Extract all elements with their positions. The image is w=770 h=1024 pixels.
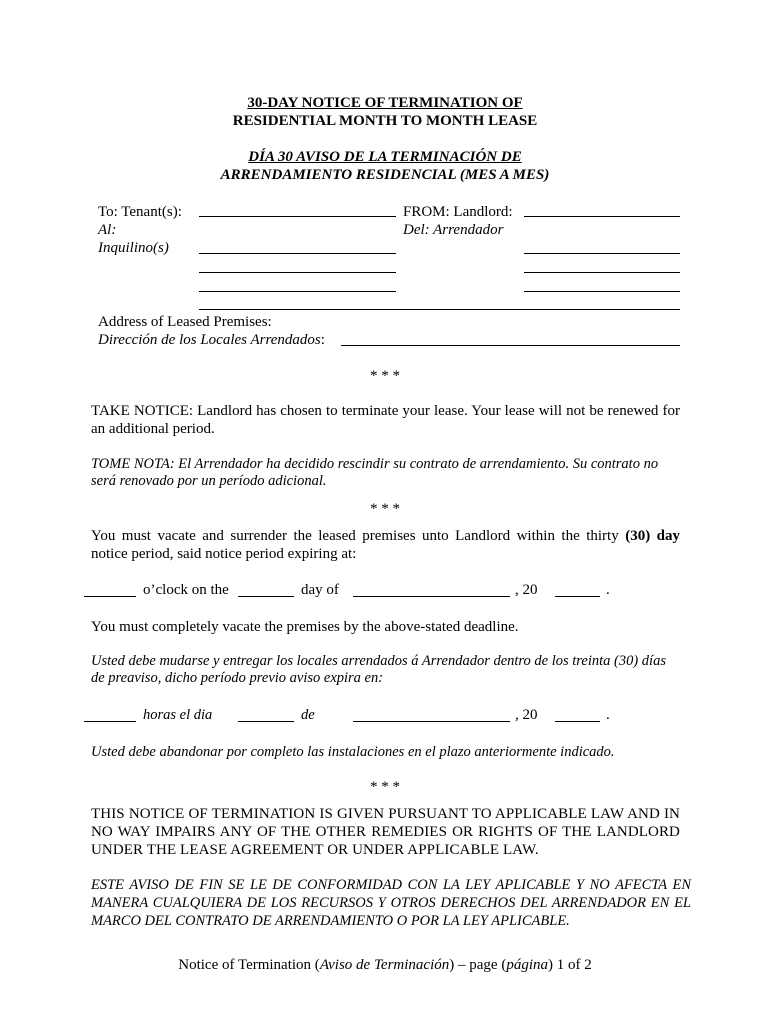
- day-line-es[interactable]: [238, 721, 294, 722]
- horas-label: horas el dia: [143, 707, 213, 723]
- tenant-name-line-3[interactable]: [199, 272, 396, 273]
- address-label: Address of Leased Premises:: [98, 314, 272, 330]
- page-footer: Notice of Termination (Aviso de Terminación) – page (página) 1 of 2: [178, 957, 592, 973]
- tenant-name-line-1[interactable]: [199, 216, 396, 217]
- year-prefix-es: , 20: [515, 707, 538, 723]
- tenant-name-line-4[interactable]: [199, 291, 396, 292]
- hour-line-es[interactable]: [84, 721, 136, 722]
- address-field-line[interactable]: [341, 345, 680, 346]
- del-label: Del: Arrendador: [403, 222, 504, 238]
- vacate-es: Usted debe mudarse y entregar los locales arrendados á Arrendador dentro de los treinta (30) días de preaviso, dicho período previo aviso expira en:: [91, 653, 666, 686]
- separator-2: * * *: [370, 501, 400, 517]
- al-label: Al:: [98, 222, 117, 238]
- period-en: .: [606, 582, 610, 598]
- inquilino-label: Inquilino(s): [98, 240, 169, 256]
- separator-3: * * *: [370, 779, 400, 795]
- day-of-label: day of: [301, 582, 339, 598]
- de-label: de: [301, 707, 315, 723]
- hour-line-en[interactable]: [84, 596, 136, 597]
- tenant-name-line-2[interactable]: [199, 253, 396, 254]
- oclock-label: o’clock on the: [143, 582, 229, 598]
- landlord-name-line-1[interactable]: [524, 216, 680, 217]
- landlord-name-line-2[interactable]: [524, 253, 680, 254]
- year-prefix-en: , 20: [515, 582, 538, 598]
- landlord-name-line-4[interactable]: [524, 291, 680, 292]
- notice-en: TAKE NOTICE: Landlord has chosen to terminate your lease. Your lease will not be renewed for an additional period.: [91, 403, 680, 437]
- title-es-line-2: ARRENDAMIENTO RESIDENCIAL (MES A MES): [220, 167, 550, 183]
- vacate-en: You must vacate and surrender the leased premises unto Landlord within the thirty (30) day notice period, said notice period expiring at:: [91, 528, 681, 562]
- month-line-en[interactable]: [353, 596, 510, 597]
- legal-es: ESTE AVISO DE FIN SE LE DE CONFORMIDAD CON LA LEY APLICABLE Y NO AFECTA EN MANERA CUALQUIERA DE LOS RECURSOS Y OTROS DERECHOS DEL ARRENDADOR EN EL MARCO DEL CONTRATO DE ARRENDAMIENTO O POR LA LEY APLICABLE.: [91, 877, 691, 929]
- landlord-name-line-3[interactable]: [524, 272, 680, 273]
- deadline-en: You must completely vacate the premises by the above-stated deadline.: [91, 619, 519, 635]
- to-tenant-label: To: Tenant(s):: [98, 204, 182, 220]
- separator-1: * * *: [370, 368, 400, 384]
- deadline-es: Usted debe abandonar por completo las instalaciones en el plazo anteriormente indicado.: [91, 744, 615, 760]
- title-line-1: 30-DAY NOTICE OF TERMINATION OF: [247, 95, 523, 111]
- from-landlord-label: FROM: Landlord:: [403, 204, 513, 220]
- year-line-en[interactable]: [555, 596, 600, 597]
- period-es: .: [606, 707, 610, 723]
- address-line-top[interactable]: [199, 309, 680, 310]
- title-line-2: RESIDENTIAL MONTH TO MONTH LEASE: [232, 113, 538, 129]
- month-line-es[interactable]: [353, 721, 510, 722]
- address-label-es: Dirección de los Locales Arrendados:: [98, 332, 325, 348]
- year-line-es[interactable]: [555, 721, 600, 722]
- notice-es: TOME NOTA: El Arrendador ha decidido rescindir su contrato de arrendamiento. Su contrato no será renovado por un período adicional.: [91, 456, 659, 489]
- title-es-line-1: DÍA 30 AVISO DE LA TERMINACIÓN DE: [248, 149, 522, 165]
- legal-en: THIS NOTICE OF TERMINATION IS GIVEN PURSUANT TO APPLICABLE LAW AND IN NO WAY IMPAIRS ANY OF THE OTHER REMEDIES OR RIGHTS OF THE LANDLORD UNDER THE LEASE AGREEMENT OR UNDER APPLICABLE LAW.: [91, 806, 680, 858]
- day-line-en[interactable]: [238, 596, 294, 597]
